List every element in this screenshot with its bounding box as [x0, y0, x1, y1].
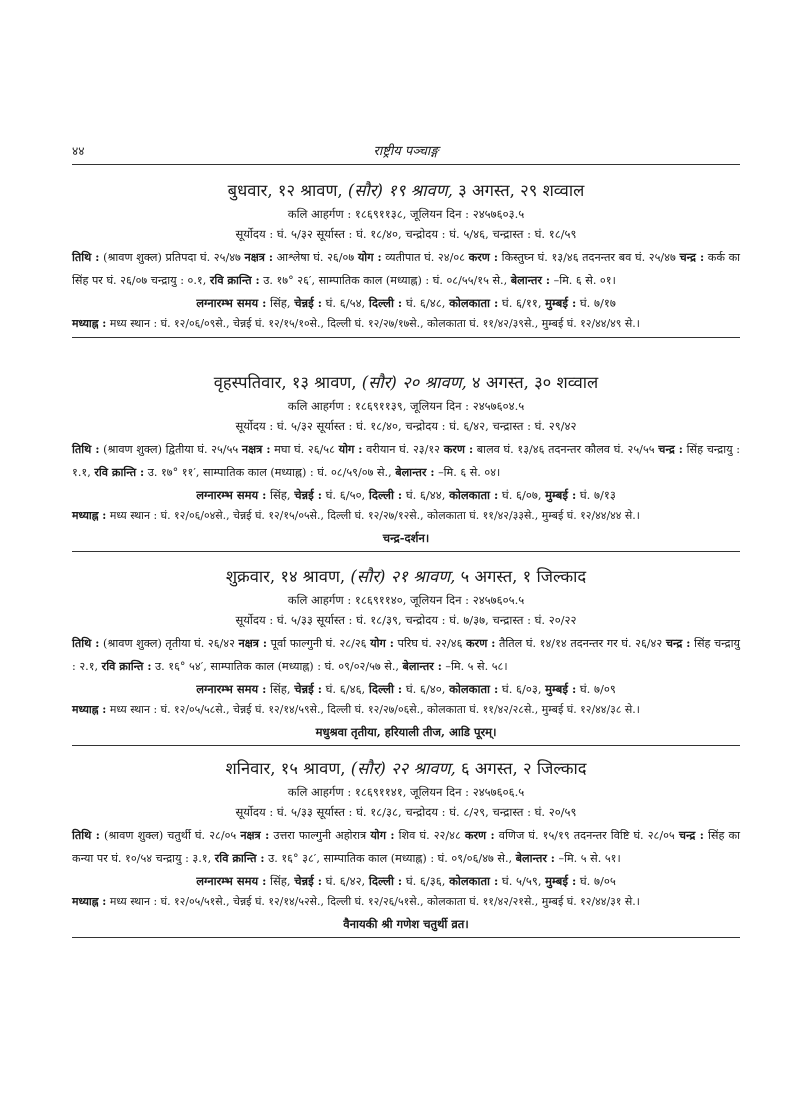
karana-label: करण : [443, 442, 474, 456]
mumbai-label: मुम्बई : [545, 874, 577, 888]
yoga-value: शिव घं. २२/४८ [398, 829, 461, 842]
day-title-gregorian: ५ अगस्त, १ जिल्काद [455, 567, 587, 586]
delhi-label: दिल्ली : [368, 488, 403, 502]
moonset-label: चन्द्रास्त : [492, 805, 531, 819]
sun-moon-line [72, 612, 740, 629]
kali-label: कलि आहर्गण : [287, 593, 352, 607]
day-title-date: शनिवार, १५ श्रावण, [225, 759, 351, 778]
moonset-label: चन्द्रास्त : [492, 419, 531, 433]
mumbai-label: मुम्बई : [545, 488, 577, 502]
sunset-label: सूर्यास्त : [316, 227, 353, 241]
yoga-label: योग : [357, 250, 382, 264]
mumbai-label: मुम्बई : [545, 296, 577, 310]
madhyahna-value: मध्य स्थान : घं. १२/०६/०९से., चेन्नई घं. १२/१५/१०से., दिल्ली घं. १२/२७/१७से., कोलकाता घं. ११/४२/३९से., मुम्बई घं. १२/४४/४९ से.। [109, 317, 640, 330]
nakshatra-label: नक्षत्र : [240, 828, 270, 842]
day-title [72, 566, 740, 588]
day-title [72, 372, 740, 394]
sunset-label: सूर्यास्त : [316, 805, 353, 819]
panchang-details [72, 246, 740, 292]
yoga-value: वरीयान घं. २३/१२ [366, 443, 440, 456]
madhyahna-label: मध्याह्न : [72, 317, 107, 330]
sampatik-kaal-value: घं. ०८/५५/१५ से., [432, 274, 508, 287]
tithi-value: (श्रावण शुक्ल) चतुर्थी घं. २८/०५ [103, 829, 237, 842]
lagna-mumbai-value: घं. ७/०५ [579, 874, 616, 888]
day-title-saur: (सौर) १९ श्रावण, [347, 181, 453, 200]
moonset-value: घं. १८/५९ [534, 227, 577, 241]
moonrise-label: चन्द्रोदय : [405, 419, 446, 433]
sunrise-label: सूर्योदय : [235, 419, 274, 433]
belantar-value: –मि. ५ से. ५१। [558, 852, 621, 865]
lagna-kolkata-value: घं. ५/५९, [501, 874, 542, 888]
section-divider [72, 745, 740, 746]
sun-moon-line [72, 804, 740, 821]
samp-kaal-label: साम्पातिक काल (मध्याह्न) : [318, 274, 430, 287]
lagna-label: लग्नारम्भ समय : [196, 682, 267, 696]
moonrise-label: चन्द्रोदय : [405, 613, 446, 627]
lagna-rashi: सिंह, [270, 874, 291, 888]
madhyahna-line [72, 701, 740, 719]
julian-day-value: २४५७६०५.५ [472, 593, 525, 607]
madhyahna-value: मध्य स्थान : घं. १२/०६/०४से., चेन्नई घं. १२/१५/०५से., दिल्ली घं. १२/२७/१२से., कोलकाता घं. ११/४२/३३से., मुम्बई घं. १२/४४/४४ से.। [109, 509, 640, 522]
day-title-date: वृहस्पतिवार, १३ श्रावण, [213, 373, 362, 392]
moonset-value: घं. २०/२२ [534, 613, 577, 627]
karana-value: बालव घं. १३/४६ तदनन्तर कौलव घं. २५/५५ [476, 443, 655, 456]
moonset-label: चन्द्रास्त : [492, 227, 531, 241]
delhi-label: दिल्ली : [368, 682, 403, 696]
day-section [72, 372, 740, 552]
julian-label: जूलियन दिन : [410, 207, 470, 221]
lagna-rashi: सिंह, [270, 296, 291, 310]
nakshatra-value: उत्तरा फाल्गुनी अहोरात्र [273, 829, 367, 842]
moonset-value: घं. २०/५९ [534, 805, 577, 819]
belantar-label: बेलान्तर : [402, 659, 442, 673]
chennai-label: चेन्नई : [294, 296, 322, 310]
lagna-chennai-value: घं. ६/५४, [325, 296, 366, 310]
belantar-label: बेलान्तर : [395, 465, 435, 479]
yoga-value: परिघ घं. २२/४६ [397, 637, 463, 650]
day-title [72, 180, 740, 202]
ravi-kranti-value: उ. १७° २६′, [263, 274, 315, 287]
kali-label: कलि आहर्गण : [287, 399, 352, 413]
sunrise-value: घं. ५/३२ [276, 227, 313, 241]
lagna-label: लग्नारम्भ समय : [196, 874, 267, 888]
tithi-label: तिथि : [72, 636, 100, 650]
belantar-label: बेलान्तर : [510, 273, 551, 287]
tithi-value: (श्रावण शुक्ल) तृतीया घं. २६/४२ [103, 637, 235, 650]
karana-label: करण : [468, 250, 499, 264]
sunset-value: घं. १८/३९, [356, 613, 402, 627]
lagna-rashi: सिंह, [270, 682, 291, 696]
sunset-label: सूर्यास्त : [316, 613, 353, 627]
lagna-delhi-value: घं. ६/४४, [405, 488, 446, 502]
karana-label: करण : [464, 828, 495, 842]
festival-note: वैनायकी श्री गणेश चतुर्थी व्रत। [343, 917, 469, 931]
sunset-value: घं. १८/३८, [356, 805, 402, 819]
sunset-label: सूर्यास्त : [316, 419, 353, 433]
julian-label: जूलियन दिन : [410, 785, 470, 799]
madhyahna-label: मध्याह्न : [72, 895, 107, 908]
sunrise-value: घं. ५/३३ [276, 805, 313, 819]
belantar-label: बेलान्तर : [515, 851, 555, 865]
day-title-saur: (सौर) २० श्रावण, [361, 373, 467, 392]
lagna-rashi: सिंह, [270, 488, 291, 502]
madhyahna-label: मध्याह्न : [72, 703, 107, 716]
tithi-label: तिथि : [72, 250, 100, 264]
kali-ahargana-value: १८६९११३९, [354, 399, 407, 413]
samp-kaal-label: साम्पातिक काल (मध्याह्न) : [323, 852, 435, 865]
day-section [72, 758, 740, 938]
mumbai-label: मुम्बई : [545, 682, 577, 696]
ravi-kranti-label: रवि क्रान्ति : [94, 465, 145, 479]
yoga-label: योग : [370, 828, 395, 842]
lagna-kolkata-value: घं. ६/०३, [501, 682, 542, 696]
day-title [72, 758, 740, 780]
lagna-line [72, 873, 740, 890]
julian-day-value: २४५७६०६.५ [472, 785, 525, 799]
karana-value: तैतिल घं. १४/१४ तदनन्तर गर घं. २६/४२ [499, 637, 663, 650]
sunrise-label: सूर्योदय : [235, 227, 274, 241]
lagna-mumbai-value: घं. ७/१३ [579, 488, 616, 502]
sun-moon-line [72, 418, 740, 435]
kali-julian-line [72, 398, 740, 415]
belantar-value: –मि. ६ से. ०४। [438, 466, 501, 479]
sunrise-label: सूर्योदय : [235, 805, 274, 819]
chandra-value: सिंह चन्द्रायु : २.१, [72, 637, 740, 673]
chandra-value: सिंह चन्द्रायु : १.१, [72, 443, 741, 479]
lagna-chennai-value: घं. ६/५०, [325, 488, 366, 502]
kolkata-label: कोलकाता : [449, 488, 499, 502]
day-section [72, 180, 740, 338]
lagna-mumbai-value: घं. ७/१७ [579, 296, 616, 310]
moonrise-value: घं. ५/४६, [449, 227, 489, 241]
yoga-label: योग : [370, 636, 394, 650]
karana-value: किस्तुघ्न घं. १३/४६ तदनन्तर बव घं. २५/४७ [501, 251, 676, 264]
moonrise-value: घं. ६/४२, [449, 419, 489, 433]
moonrise-label: चन्द्रोदय : [405, 227, 446, 241]
section-divider [72, 937, 740, 938]
lagna-mumbai-value: घं. ७/०९ [579, 682, 616, 696]
ravi-kranti-value: उ. १७° ११′, [147, 466, 200, 479]
nakshatra-label: नक्षत्र : [238, 636, 268, 650]
lagna-delhi-value: घं. ६/३६, [405, 874, 446, 888]
day-title-gregorian: ६ अगस्त, २ जिल्काद [455, 759, 587, 778]
sunset-value: घं. १८/४०, [356, 419, 402, 433]
page-number: ४४ [72, 144, 85, 158]
nakshatra-value: पूर्वा फाल्गुनी घं. २८/२६ [270, 637, 367, 650]
day-title-saur: (सौर) २२ श्रावण, [350, 759, 456, 778]
lagna-kolkata-value: घं. ६/०७, [501, 488, 542, 502]
section-divider [72, 337, 740, 338]
chennai-label: चेन्नई : [294, 682, 322, 696]
kali-label: कलि आहर्गण : [287, 207, 352, 221]
chandra-label: चन्द्र : [679, 250, 705, 264]
nakshatra-label: नक्षत्र : [244, 250, 274, 264]
ravi-kranti-value: उ. १६° ५४′, [155, 660, 207, 673]
day-title-saur: (सौर) २१ श्रावण, [350, 567, 456, 586]
lagna-label: लग्नारम्भ समय : [196, 296, 267, 310]
sun-moon-line [72, 226, 740, 243]
day-title-date: शुक्रवार, १४ श्रावण, [225, 567, 351, 586]
julian-day-value: २४५७६०३.५ [472, 207, 525, 221]
kali-label: कलि आहर्गण : [287, 785, 352, 799]
lagna-delhi-value: घं. ६/४०, [405, 682, 446, 696]
moonset-label: चन्द्रास्त : [492, 613, 531, 627]
lagna-label: लग्नारम्भ समय : [196, 488, 267, 502]
sunrise-value: घं. ५/३२ [276, 419, 313, 433]
ravi-kranti-label: रवि क्रान्ति : [209, 273, 260, 287]
panchang-details [72, 824, 740, 870]
moonrise-label: चन्द्रोदय : [405, 805, 446, 819]
lagna-line [72, 681, 740, 698]
kali-ahargana-value: १८६९११३८, [354, 207, 407, 221]
nakshatra-value: मघा घं. २६/५८ [274, 443, 335, 456]
festival-note: चन्द्र-दर्शन। [382, 531, 430, 545]
belantar-value: –मि. ५ से. ५८। [445, 660, 508, 673]
tithi-value: (श्रावण शुक्ल) प्रतिपदा घं. २५/४७ [103, 251, 241, 264]
kali-julian-line [72, 592, 740, 609]
lagna-kolkata-value: घं. ६/११, [501, 296, 542, 310]
madhyahna-line [72, 315, 740, 333]
moonrise-value: घं. ८/२९, [449, 805, 489, 819]
ravi-kranti-label: रवि क्रान्ति : [101, 659, 152, 673]
chandra-value: सिंह का कन्या पर घं. १०/५४ चन्द्रायु : ३.१, [72, 829, 740, 865]
yoga-label: योग : [338, 442, 363, 456]
kali-julian-line [72, 784, 740, 801]
day-section [72, 566, 740, 746]
chandra-label: चन्द्र : [678, 828, 704, 842]
nakshatra-value: आश्लेषा घं. २६/०७ [276, 251, 355, 264]
kali-ahargana-value: १८६९११४१, [354, 785, 407, 799]
madhyahna-value: मध्य स्थान : घं. १२/०५/५१से., चेन्नई घं. १२/१४/५२से., दिल्ली घं. १२/२६/५१से., कोलकाता घं. ११/४२/२१से., मुम्बई घं. १२/४४/३१ से.। [109, 895, 640, 908]
belantar-value: –मि. ६ से. ०१। [553, 274, 616, 287]
lagna-chennai-value: घं. ६/४२, [325, 874, 366, 888]
day-title-date: बुधवार, १२ श्रावण, [227, 181, 348, 200]
moonrise-value: घं. ७/३७, [449, 613, 489, 627]
samp-kaal-label: साम्पातिक काल (मध्याह्न) : [210, 660, 321, 673]
julian-label: जूलियन दिन : [410, 399, 470, 413]
madhyahna-line [72, 507, 740, 525]
sunset-value: घं. १८/४०, [356, 227, 402, 241]
tithi-value: (श्रावण शुक्ल) द्वितीया घं. २५/५५ [103, 443, 239, 456]
chandra-value: कर्क का सिंह पर घं. २६/०७ चन्द्रायु : ०.१, [72, 251, 741, 287]
yoga-value: व्यतीपात घं. २४/०८ [385, 251, 465, 264]
sunrise-value: घं. ५/३३ [276, 613, 313, 627]
madhyahna-label: मध्याह्न : [72, 509, 107, 522]
kali-ahargana-value: १८६९११४०, [354, 593, 407, 607]
delhi-label: दिल्ली : [368, 296, 403, 310]
nakshatra-label: नक्षत्र : [241, 442, 271, 456]
tithi-label: तिथि : [72, 828, 100, 842]
festival-note: मधुश्रवा तृतीया, हरियाली तीज, आडि पूरम्। [315, 725, 497, 739]
lagna-delhi-value: घं. ६/४८, [405, 296, 446, 310]
sampatik-kaal-value: घं. ०८/५९/०७ से., [317, 466, 392, 479]
lagna-chennai-value: घं. ६/४६, [325, 682, 366, 696]
tithi-label: तिथि : [72, 442, 100, 456]
julian-day-value: २४५७६०४.५ [472, 399, 525, 413]
chennai-label: चेन्नई : [294, 488, 322, 502]
madhyahna-value: मध्य स्थान : घं. १२/०५/५८से., चेन्नई घं. १२/१४/५९से., दिल्ली घं. १२/२७/०६से., कोलकाता घं. ११/४२/२८से., मुम्बई घं. १२/४४/३८ से.। [109, 703, 640, 716]
lagna-line [72, 295, 740, 312]
day-title-gregorian: ३ अगस्त, २९ शव्वाल [452, 181, 585, 200]
delhi-label: दिल्ली : [368, 874, 403, 888]
samp-kaal-label: साम्पातिक काल (मध्याह्न) : [203, 466, 314, 479]
chennai-label: चेन्नई : [294, 874, 322, 888]
kolkata-label: कोलकाता : [449, 682, 499, 696]
panchang-details [72, 632, 740, 678]
kali-julian-line [72, 206, 740, 223]
karana-value: वणिज घं. १५/१९ तदनन्तर विष्टि घं. २८/०५ [498, 829, 675, 842]
sampatik-kaal-value: घं. ०९/०२/५७ से., [324, 660, 399, 673]
kolkata-label: कोलकाता : [449, 874, 499, 888]
chandra-label: चन्द्र : [658, 442, 683, 456]
lagna-line [72, 487, 740, 504]
madhyahna-line [72, 893, 740, 911]
day-title-gregorian: ४ अगस्त, ३० शव्वाल [466, 373, 599, 392]
julian-label: जूलियन दिन : [410, 593, 470, 607]
panchang-details [72, 438, 740, 484]
kolkata-label: कोलकाता : [449, 296, 499, 310]
sunrise-label: सूर्योदय : [235, 613, 274, 627]
section-divider [72, 551, 740, 552]
ravi-kranti-label: रवि क्रान्ति : [214, 851, 265, 865]
running-title: राष्ट्रीय पञ्चाङ्ग [373, 144, 439, 159]
karana-label: करण : [466, 636, 496, 650]
chandra-label: चन्द्र : [665, 636, 691, 650]
moonset-value: घं. २९/४२ [534, 419, 577, 433]
sampatik-kaal-value: घं. ०९/०६/४७ से., [437, 852, 513, 865]
page-header [72, 138, 740, 165]
ravi-kranti-value: उ. १६° ३८′, [268, 852, 320, 865]
